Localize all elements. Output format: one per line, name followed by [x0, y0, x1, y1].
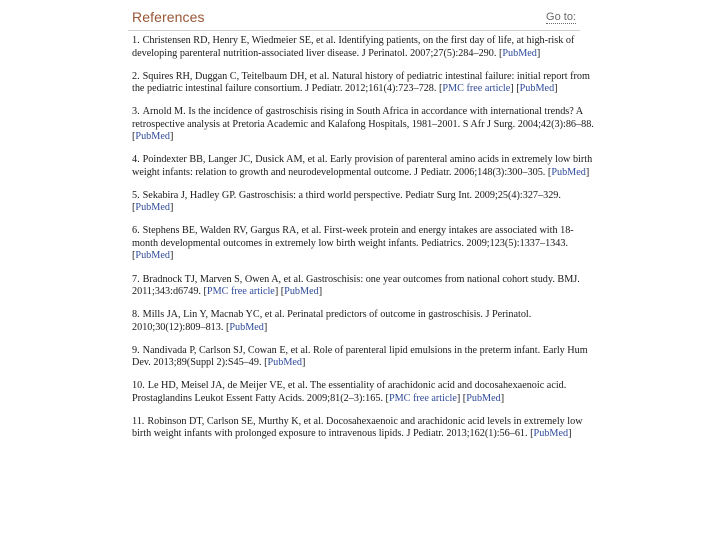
- reference-number: 1.: [132, 35, 140, 46]
- reference-text: Nandivada P, Carlson SJ, Cowan E, et al. Role of parenteral lipid emulsions in the preterm infant. Early Hum Dev. 2013;89(Suppl 2):S45–49.: [132, 344, 588, 369]
- reference-item: [132, 190, 594, 215]
- bracket-open: [: [498, 47, 503, 59]
- bracket-close: ]: [568, 428, 572, 440]
- pubmed-link[interactable]: PubMed: [229, 321, 264, 333]
- bracket-close: ]: [274, 286, 279, 298]
- bracket-close: ]: [263, 321, 268, 333]
- bracket-close: ]: [456, 392, 461, 404]
- pubmed-link[interactable]: PubMed: [502, 47, 537, 59]
- bracket-close: ]: [169, 202, 174, 214]
- bracket-close: ]: [169, 250, 174, 262]
- reference-item: [132, 35, 594, 60]
- reference-text: Le HD, Meisel JA, de Meijer VE, et al. The essentiality of arachidonic acid and docosahexaenoic acid. Prostaglandins Leukot Essent Fatty Acids. 2009;81(2–3):165.: [132, 380, 567, 404]
- bracket-open: [: [280, 286, 285, 298]
- pubmed-link[interactable]: PubMed: [267, 357, 302, 369]
- reference-number: 5.: [132, 189, 140, 201]
- reference-item: [132, 154, 594, 179]
- bracket-close: ]: [510, 83, 514, 95]
- reference-item: [132, 345, 594, 370]
- pubmed-link[interactable]: PubMed: [551, 166, 586, 178]
- pmc-free-article-link[interactable]: PMC free article: [442, 83, 511, 95]
- bracket-open: [: [203, 286, 207, 298]
- pubmed-link[interactable]: PubMed: [533, 428, 569, 440]
- bracket-open: [: [462, 392, 467, 404]
- bracket-close: ]: [536, 47, 541, 59]
- bracket-open: [: [547, 166, 552, 178]
- reference-number: 8.: [132, 309, 140, 321]
- reference-text: Poindexter BB, Langer JC, Dusick AM, et al. Early provision of parenteral amino acids in extremely low birth weight infants: relation to growth and neurodevelopmental outcome. J Pediatr. 2006;148(3):300–305.: [132, 154, 593, 178]
- pmc-free-article-link[interactable]: PMC free article: [388, 392, 457, 404]
- bracket-close: ]: [585, 166, 590, 178]
- reference-item: [132, 416, 594, 441]
- section-header: [128, 0, 580, 31]
- bracket-open: [: [264, 357, 268, 369]
- bracket-open: [: [516, 83, 520, 95]
- pmc-free-article-link[interactable]: PMC free article: [206, 286, 275, 298]
- pubmed-link[interactable]: PubMed: [519, 83, 555, 95]
- reference-item: [132, 71, 594, 96]
- bracket-open: [: [132, 250, 136, 262]
- reference-item: [132, 274, 594, 299]
- bracket-close: ]: [302, 357, 306, 369]
- reference-text: Christensen RD, Henry E, Wiedmeier SE, et al. Identifying patients, on the first day of life, at high-risk of developing parenteral nutrition-associated liver disease. J Perinatol. 2007;27(5):284–290.: [132, 35, 575, 59]
- reference-number: 4.: [132, 154, 140, 166]
- reference-item: [132, 309, 594, 334]
- reference-number: 2.: [132, 70, 140, 82]
- bracket-open: [: [438, 83, 443, 95]
- pubmed-link[interactable]: PubMed: [466, 392, 501, 404]
- reference-number: 6.: [132, 225, 140, 237]
- reference-text: Arnold M. Is the incidence of gastroschisis rising in South Africa in accordance with international trends? A retrospective analysis at Pretoria Academic and Kalafong Hospitals, 1981–2001. S Afr J Surg. 2004;42(3):86–88.: [132, 106, 594, 130]
- bracket-open: [: [132, 131, 136, 143]
- references-section: [128, 0, 594, 440]
- reference-item: [132, 106, 594, 144]
- reference-number: 7.: [132, 273, 140, 285]
- pubmed-link[interactable]: PubMed: [135, 202, 170, 214]
- goto-link[interactable]: Go to:: [546, 11, 576, 23]
- reference-item: [132, 225, 594, 263]
- reference-number: 11.: [132, 415, 145, 427]
- reference-text: Squires RH, Duggan C, Teitelbaum DH, et al. Natural history of pediatric intestinal failure: initial report from the pediatric intestinal failure consortium. J Pediatr. 2012;161(4):723–728.: [132, 70, 590, 95]
- bracket-close: ]: [500, 392, 505, 404]
- reference-item: [132, 380, 594, 405]
- reference-list: [132, 35, 594, 452]
- reference-text: Robinson DT, Carlson SE, Murthy K, et al. Docosahexaenoic and arachidonic acid levels in extremely low birth weight infants with prolonged exposure to intravenous lipids. J Pediatr. 2013;162(1):56–61.: [132, 415, 583, 440]
- reference-text: Bradnock TJ, Marven S, Owen A, et al. Gastroschisis: one year outcomes from national cohort study. BMJ. 2011;343:d6749.: [132, 273, 580, 298]
- reference-text: Stephens BE, Walden RV, Gargus RA, et al. First-week protein and energy intakes are associated with 18-month developmental outcomes in extremely low birth weight infants. Pediatrics. 2009;123(5):1337–1343.: [132, 225, 574, 249]
- reference-number: 10.: [132, 380, 145, 392]
- bracket-open: [: [225, 321, 230, 333]
- reference-number: 3.: [132, 106, 140, 118]
- bracket-open: [: [132, 202, 136, 214]
- reference-number: 9.: [132, 344, 140, 356]
- pubmed-link[interactable]: PubMed: [135, 250, 170, 262]
- bracket-close: ]: [554, 83, 558, 95]
- section-title: References: [132, 9, 205, 25]
- bracket-open: [: [385, 392, 389, 404]
- bracket-close: ]: [318, 286, 323, 298]
- pubmed-link[interactable]: PubMed: [135, 131, 170, 143]
- reference-text: Sekabira J, Hadley GP. Gastroschisis: a third world perspective. Pediatr Surg Int. 2009;25(4):327–329.: [142, 189, 561, 201]
- reference-text: Mills JA, Lin Y, Macnab YC, et al. Perinatal predictors of outcome in gastroschisis. J Perinatol. 2010;30(12):809–813.: [132, 309, 532, 333]
- bracket-close: ]: [169, 131, 174, 143]
- pubmed-link[interactable]: PubMed: [284, 286, 319, 298]
- bracket-open: [: [530, 428, 534, 440]
